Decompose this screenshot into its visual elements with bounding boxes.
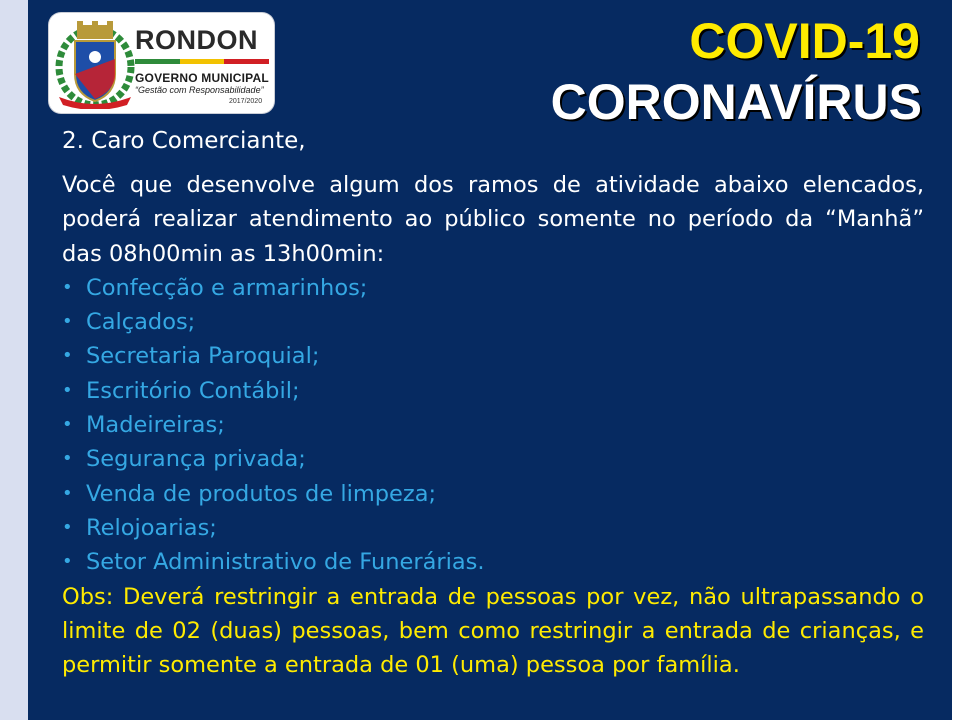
list-item: • Secretaria Paroquial; <box>62 339 924 373</box>
logo-motto: “Gestão com Responsabilidade” <box>135 85 264 95</box>
title-coronavirus: CORONAVÍRUS <box>550 74 922 130</box>
list-item: • Relojoarias; <box>62 511 924 545</box>
bullet-dot-icon: • <box>62 448 73 470</box>
list-item: • Segurança privada; <box>62 442 924 476</box>
municipal-logo <box>49 13 274 113</box>
bullet-dot-icon: • <box>62 311 73 333</box>
list-item: • Confecção e armarinhos; <box>62 271 924 305</box>
list-item: • Venda de produtos de limpeza; <box>62 477 924 511</box>
bullet-dot-icon: • <box>62 482 73 504</box>
logo-flag-stripe <box>135 59 269 70</box>
list-item: • Madeireiras; <box>62 408 924 442</box>
observation-note: Obs: Deverá restringir a entrada de pessoas por vez, não ultrapassando o limite de 02 (duas) pessoas, bem como restringir a entrada de crianças, e permitir somente a entrada de 01 (uma) pessoa por família. <box>62 583 924 679</box>
logo-city-name: RONDON <box>135 25 258 55</box>
title-covid: COVID-19 <box>689 13 920 69</box>
activity-list <box>62 271 924 580</box>
logo-government: GOVERNO MUNICIPAL <box>135 71 269 85</box>
bullet-dot-icon: • <box>62 345 73 367</box>
bullet-dot-icon: • <box>62 516 73 538</box>
list-item: • Escritório Contábil; <box>62 374 924 408</box>
intro-paragraph: Você que desenvolve algum dos ramos de atividade abaixo elencados, poderá realizar atendimento ao público somente no período da “Manhã” das 08h00min as 13h00min: <box>62 172 924 267</box>
right-margin-strip <box>952 0 960 720</box>
list-item: • Calçados; <box>62 305 924 339</box>
bullet-dot-icon: • <box>62 276 73 298</box>
bullet-dot-icon: • <box>62 551 73 573</box>
logo-years: 2017/2020 <box>229 98 263 105</box>
bullet-dot-icon: • <box>62 379 73 401</box>
body-text <box>62 122 924 682</box>
municipal-crest-icon <box>55 19 135 109</box>
bullet-dot-icon: • <box>62 414 73 436</box>
left-margin-strip <box>0 0 28 720</box>
list-item: • Setor Administrativo de Funerárias. <box>62 545 924 579</box>
section-heading: 2. Caro Comerciante, <box>62 128 306 154</box>
